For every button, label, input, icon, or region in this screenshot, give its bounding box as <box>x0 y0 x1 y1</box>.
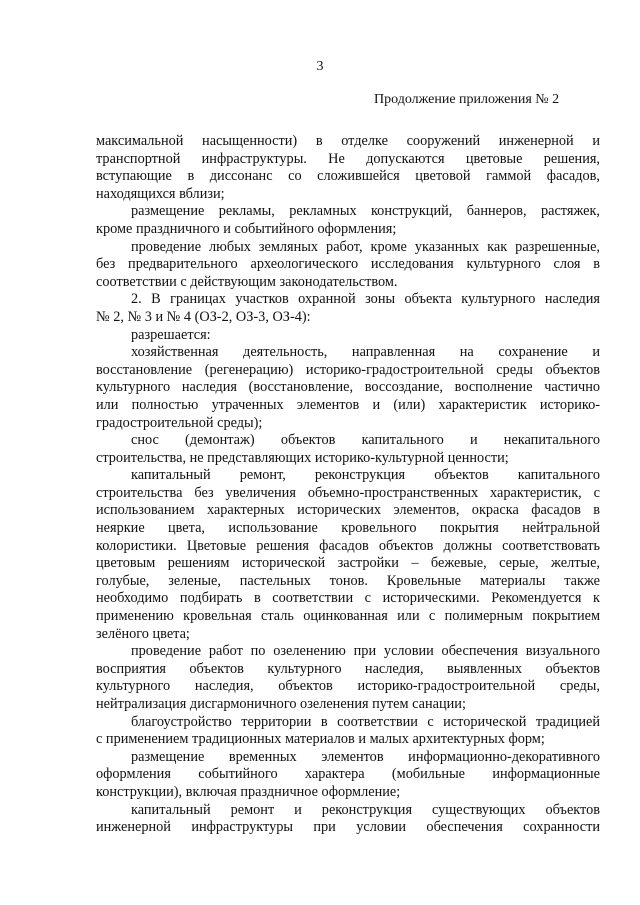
text-line: снос (демонтаж) объектов капитального и некапитального <box>131 432 600 449</box>
text-line: с применением традиционных материалов и малых архитектурных форм; <box>96 731 545 748</box>
appendix-header: Продолжение приложения № 2 <box>374 92 560 107</box>
text-line: голубые, зеленые, пастельных тонов. Кровельные материалы также <box>96 572 600 589</box>
text-line: инженерной инфраструктуры при условии обеспечения сохранности <box>96 819 600 836</box>
text-line: колористики. Цветовые решения фасадов объектов должны соответствовать <box>96 537 600 554</box>
text-line: кроме праздничного и событийного оформления; <box>96 220 397 237</box>
page-number: 3 <box>316 59 324 74</box>
text-line: проведение любых земляных работ, кроме указанных как разрешенные, <box>131 238 600 255</box>
text-line: соответствии с действующим законодательством. <box>96 273 398 290</box>
text-line: строительства без увеличения объемно-пространственных характеристик, с <box>96 484 600 501</box>
text-line: без предварительного археологического исследования культурного слоя в <box>96 256 600 273</box>
text-line: восприятия объектов культурного наследия, выявленных объектов <box>96 660 600 677</box>
text-line: вступающие в диссонанс со сложившейся цветовой гаммой фасадов, <box>96 168 600 185</box>
text-line: размещение временных элементов информационно-декоративного <box>131 748 600 765</box>
text-line: благоустройство территории в соответствии с исторической традицией <box>131 713 600 730</box>
document-body <box>96 133 600 837</box>
text-line: 2. В границах участков охранной зоны объекта культурного наследия <box>131 291 600 308</box>
text-line: находящихся вблизи; <box>96 185 225 202</box>
text-line: использованием характерных исторических элементов, окраска фасадов в <box>96 502 600 519</box>
text-line: нейтрализация дисгармоничного озеленения путем санации; <box>96 696 466 712</box>
text-line: зелёного цвета; <box>96 625 190 642</box>
text-line: № 2, № 3 и № 4 (ОЗ-2, ОЗ-3, ОЗ-4): <box>96 308 311 325</box>
text-line: строительства, не представляющих историко-культурной ценности; <box>96 449 509 466</box>
text-line: применению кровельная сталь оцинкованная или с полимерным покрытием <box>96 608 600 625</box>
text-line: цветовым решениям исторической застройки – бежевые, серые, желтые, <box>96 555 600 572</box>
text-line: восстановление (регенерацию) историко-градостроительной среды объектов <box>96 361 600 378</box>
text-line: хозяйственная деятельность, направленная на сохранение и <box>131 344 600 361</box>
text-line: проведение работ по озеленению при условии обеспечения визуального <box>131 643 600 660</box>
text-line: капитальный ремонт и реконструкция существующих объектов <box>131 801 600 818</box>
text-line: культурного наследия (восстановление, воссоздание, восполнение частично <box>96 379 600 396</box>
text-line: необходимо подбирать в соответствии с историческими. Рекомендуется к <box>96 590 600 607</box>
text-line: транспортной инфраструктуры. Не допускаются цветовые решения, <box>96 150 600 167</box>
text-line: или полностью утраченных элементов и (или) характеристик историко- <box>96 396 600 413</box>
text-line: максимальной насыщенности) в отделке сооружений инженерной и <box>96 133 600 149</box>
text-line: разрешается: <box>131 326 211 343</box>
text-line: градостроительной среды); <box>96 414 263 431</box>
text-line: конструкции), включая праздничное оформление; <box>96 783 401 800</box>
text-line: неяркие цвета, использование кровельного покрытия нейтральной <box>96 520 600 537</box>
text-line: размещение рекламы, рекламных конструкций, баннеров, растяжек, <box>131 203 600 220</box>
text-line: культурного наследия, объектов историко-градостроительной среды, <box>96 678 600 695</box>
text-line: капитальный ремонт, реконструкция объектов капитального <box>131 467 600 484</box>
text-line: оформления событийного характера (мобильные информационные <box>96 766 600 783</box>
